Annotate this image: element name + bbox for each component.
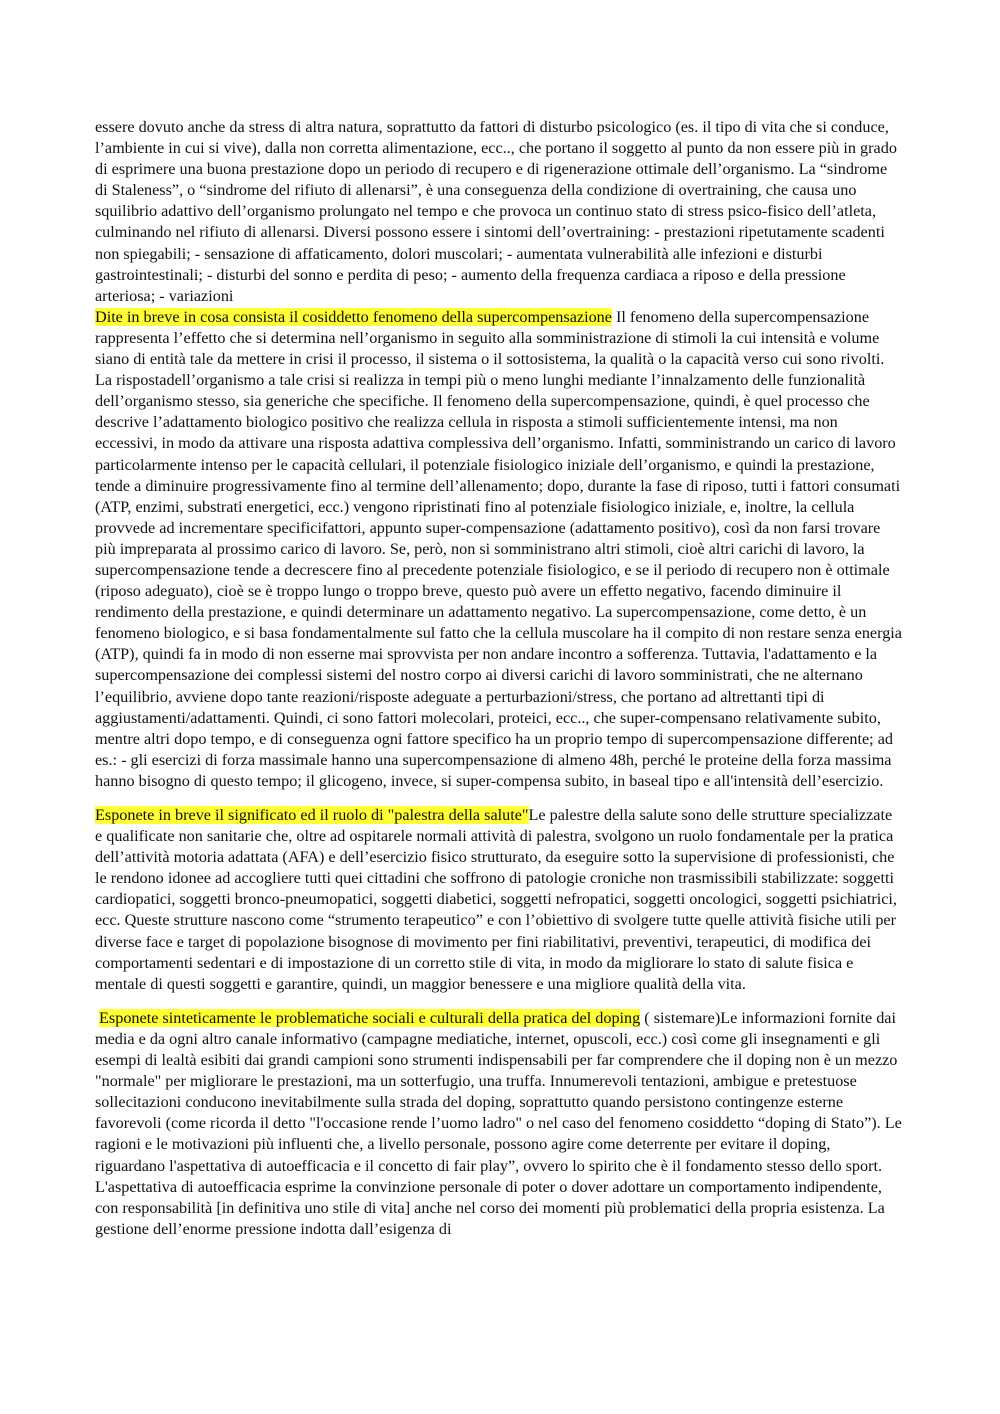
paragraph-overtraining-text: essere dovuto anche da stress di altra natura, soprattutto da fattori di disturbo psicologico (es. il tipo di vita che si conduce, l’ambiente in cui si vive), dalla non corretta alimentazione, ecc.., che portano il soggetto al punto da non essere più in grado di esprimere una buona prestazione dopo un periodo di recupero e di rigenerazione ottimale dell’organismo. La “sindrome di Staleness”, o “sindrome del rifiuto di allenarsi”, è una conseguenza della condizione di overtraining, che causa uno squilibrio adattivo dell’organismo prolungato nel tempo e che provoca un continuo stato di stress psico-fisico dell’atleta, culminando nel rifiuto di allenarsi. Diversi possono essere i sintomi dell’overtraining: - prestazioni ripetutamente scadenti non spiegabili; - sensazione di affaticamento, dolori muscolari; - aumentata vulnerabilità alle infezioni e disturbi gastrointestinali; - disturbi del sonno e perdita di peso; - aumento della frequenza cardiaca a riposo e della pressione arteriosa; - variazioni bbox=[95, 118, 897, 305]
paragraph-palestra-salute bbox=[95, 805, 903, 995]
question-supercompensazione-highlight: Dite in breve in cosa consista il cosiddetto fenomeno della supercompensazione bbox=[95, 307, 612, 326]
paragraph-overtraining bbox=[95, 117, 903, 307]
answer-palestra-salute-text: Le palestre della salute sono delle strutture specializzate e qualificate non sanitarie che, oltre ad ospitarele normali attività di palestra, svolgono un ruolo fondamentale per la pratica dell’attività motoria adattata (AFA) e dell’esercizio fisico strutturato, da eseguire sotto la supervisione di professionisti, che le rendono idonee ad accogliere tutti quei cittadini che soffrono di patologie croniche non trasmissibili stabilizzate: soggetti cardiopatici, soggetti bronco-pneumopatici, soggetti diabetici, soggetti nefropatici, soggetti oncologici, soggetti psichiatrici, ecc. Queste strutture nascono come “strumento terapeutico” e con l’obiettivo di svolgere tutte quelle attività fisiche utili per diverse face e target di popolazione bisognose di movimento per fini riabilitativi, preventivi, terapeutici, di modifica dei comportamenti sedentari e di impostazione di un corretto stile di vita, in modo da migliorare lo stato di salute fisica e mentale di questi soggetti e garantire, quindi, un maggior benessere e una migliore qualità della vita. bbox=[95, 806, 897, 993]
answer-supercompensazione-text: Il fenomeno della supercompensazione rappresenta l’effetto che si determina nell’organismo in seguito alla somministrazione di stimoli la cui intensità e volume siano di entità tale da mettere in crisi il processo, il sistema o il sottosistema, la qualità o la capacità verso cui sono rivolti. La rispostadell’organismo a tale crisi si realizza in tempi più o meno lunghi mediante l’innalzamento delle funzionalità dell’organismo stesso, sia generiche che specifiche. Il fenomeno della supercompensazione, quindi, è quel processo che descrive l’adattamento biologico positivo che realizza cellula in risposta a stimoli sufficientemente intensi, ma non eccessivi, in modo da attivare una risposta adattiva complessiva dell’organismo. Infatti, somministrando un carico di lavoro particolarmente intenso per le capacità cellulari, il potenziale fisiologico iniziale dell’organismo, e quindi la prestazione, tende a diminuire progressivamente fino al termine dell’allenamento; dopo, durante la fase di riposo, tutti i fattori consumati (ATP, enzimi, substrati energetici, ecc.) vengono ripristinati fino al potenziale fisiologico iniziale, e, inoltre, la cellula provvede ad incrementare specificifattori, appunto super-compensazione (adattamento positivo), così da non farsi trovare più impreparata al prossimo carico di lavoro. Se, però, non si somministrano altri stimoli, cioè altri carichi di lavoro, la supercompensazione tende a decrescere fino al precedente potenziale fisiologico, e se il periodo di recupero non è ottimale (riposo adeguato), cioè se è troppo lungo o troppo breve, questo può avere un effetto negativo, facendo diminuire il rendimento della prestazione, e quindi determinare un adattamento negativo. La supercompensazione, come detto, è un fenomeno biologico, e si basa fondamentalmente sul fatto che la cellula muscolare ha il compito di non restare senza energia (ATP), quindi fa in modo di non esserne mai sprovvista per non andare incontro a sofferenza. Tuttavia, l'adattamento e la supercompensazione dei complessi sistemi del nostro corpo ai diversi carichi di lavoro somministrati, che ne alternano l’equilibrio, avviene dopo tante reazioni/risposte adeguate a perturbazioni/stress, che portano ad altrettanti tipi di aggiustamenti/adattamenti. Quindi, ci sono fattori molecolari, proteici, ecc.., che super-compensano relativamente subito, mentre altri dopo tempo, e di conseguenza ogni fattore specifico ha un proprio tempo di supercompensazione differente; ad es.: - gli esercizi di forza massimale hanno una supercompensazione di almeno 48h, perché le proteine della forza massima hanno bisogno di questo tempo; il glicogeno, invece, si super-compensa subito, in baseal tipo e all'intensità dell’esercizio. bbox=[95, 307, 902, 790]
question-palestra-salute-highlight: Esponete in breve il significato ed il ruolo di "palestra della salute" bbox=[95, 806, 529, 824]
question-doping-highlight: Esponete sinteticamente le problematiche sociali e culturali della pratica del doping bbox=[99, 1008, 641, 1027]
answer-doping-text: ( sistemare)Le informazioni fornite dai media e da ogni altro canale informativo (campagne mediatiche, internet, opuscoli, ecc.) così come gli insegnamenti e gli esempi di lealtà esibiti dai grandi campioni sono strumenti indispensabili per far comprendere che il doping non è un mezzo "normale" per migliorare le prestazioni, ma un sotterfugio, una truffa. Innumerevoli tentazioni, ambigue e pretestuose sollecitazioni conducono inevitabilmente sulla strada del doping, soprattutto quando persistono contingenze esterne favorevoli (come ricorda il detto "l'occasione rende l’uomo ladro" o nel caso del fenomeno cosiddetto “doping di Stato”). Le ragioni e le motivazioni più influenti che, a livello personale, possono agire come deterrente per evitare il doping, riguardano l'aspettativa di autoefficacia e il concetto di fair play”, ovvero lo spirito che è il fondamento stesso dello sport. L'aspettativa di autoefficacia esprime la convinzione personale di poter o dover adottare un comportamento indipendente, con responsabilità [in definitiva uno stile di vita] anche nel corso dei momenti più problematici della propria esistenza. La gestione dell’enorme pressione indotta dall’esigenza di bbox=[95, 1008, 902, 1238]
paragraph-supercompensazione bbox=[95, 307, 903, 792]
paragraph-doping bbox=[95, 1008, 903, 1240]
document-page bbox=[95, 117, 903, 1240]
